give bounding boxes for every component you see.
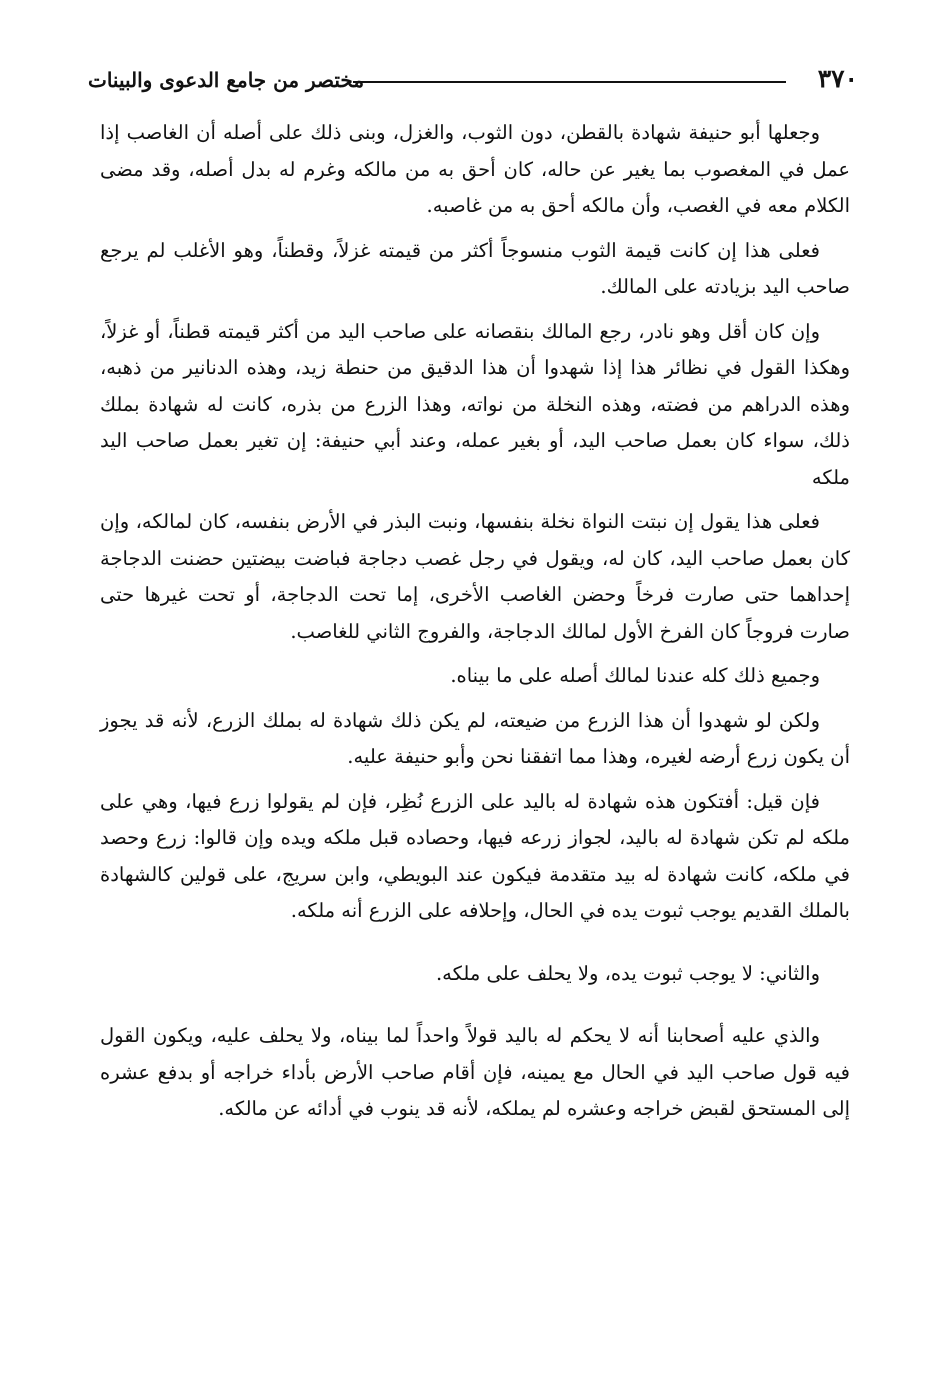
paragraph: وجميع ذلك كله عندنا لمالك أصله على ما بيناه. bbox=[450, 664, 820, 687]
paragraph: والثاني: لا يوجب ثبوت يده، ولا يحلف على ملكه. bbox=[435, 961, 820, 985]
paragraph: فعلى هذا يقول إن نبتت النواة نخلة بنفسها، ونبت البذر في الأرض بنفسه، كان لمالكه، وإن كان بعمل صاحب اليد، كان له، ويقول في رجل غصب دجاجة فباضت بيضتين حضنت الدجاجة إحداهما حتى صارت فرخاً وحضن الغاصب الأخرى، إما تحت الدجاجة، أو تحت غيرها حتى صارت فروجاً كان الفرخ الأول لمالك الدجاجة، والفروج الثاني للغاصب. bbox=[100, 510, 850, 643]
body-text bbox=[100, 115, 850, 1136]
paragraph: فإن قيل: أفتكون هذه شهادة له باليد على الزرع نُظِر، فإن لم يقولوا زرع فيها، وهي على ملكه لم تكن شهادة له باليد، لجواز زرعه فيها، وحصاده قبل ملكه ويده وإن قالوا: زرع وحصد في ملكه، كانت شهادة له بيد متقدمة فيكون عند البويطي، وابن سريج، على قولين كالشهادة بالملك القديم يوجب ثبوت يده في الحال، وإحلافه على الزرع أنه ملكه. bbox=[100, 789, 850, 922]
paragraph: فعلى هذا إن كانت قيمة الثوب منسوجاً أكثر من قيمته غزلاً، وقطناً، وهو الأغلب لم يرجع صاحب اليد بزيادته على المالك. bbox=[100, 238, 850, 298]
paragraph: وجعلها أبو حنيفة شهادة بالقطن، دون الثوب، والغزل، وبنى ذلك على أصله أن الغاصب إذا عمل في المغصوب بما يغير عن حاله، كان أحق به من مالكه وغرم له بدل أصله، وقد مضى الكلام معه في الغصب، وأن مالكه أحق به من غاصبه. bbox=[100, 121, 850, 217]
page-number: ٣٧٠ bbox=[817, 64, 858, 93]
paragraph: وإن كان أقل وهو نادر، رجع المالك بنقصانه على صاحب اليد من أكثر قيمته قطناً، أو غزلاً، وهكذا القول في نظائر هذا إذا شهدوا أن هذا الدقيق من حنطة زيد، وهذه الدنانير من ذهبه، وهذه الدراهم من فضته، وهذه النخلة من نواته، وهذا الزرع من بذره، كانت له شهادة بملك ذلك، سواء كان بعمل صاحب اليد، أو بغير عمله، وعند أبي حنيفة: إن تغير بعمل صاحب اليد ملكه bbox=[100, 319, 850, 489]
book-title: مختصر من جامع الدعوى والبينات bbox=[88, 68, 365, 92]
paragraph: ولكن لو شهدوا أن هذا الزرع من ضيعته، لم يكن ذلك شهادة له بملك الزرع، لأنه قد يجوز أن يكون زرع أرضه لغيره، وهذا مما اتفقنا نحن وأبو حنيفة عليه. bbox=[100, 708, 850, 768]
paragraph: والذي عليه أصحابنا أنه لا يحكم له باليد قولاً واحداً لما بيناه، ولا يحلف عليه، ويكون القول فيه قول صاحب اليد في الحال مع يمينه، فإن أقام صاحب الأرض بأداء خراجه أو بدفع عشره إلى المستحق لقبض خراجه وعشره لم يملكه، لأنه قد ينوب في أدائه عن مالكه. bbox=[100, 1024, 850, 1120]
page-header bbox=[88, 62, 858, 102]
header-rule bbox=[353, 81, 786, 83]
